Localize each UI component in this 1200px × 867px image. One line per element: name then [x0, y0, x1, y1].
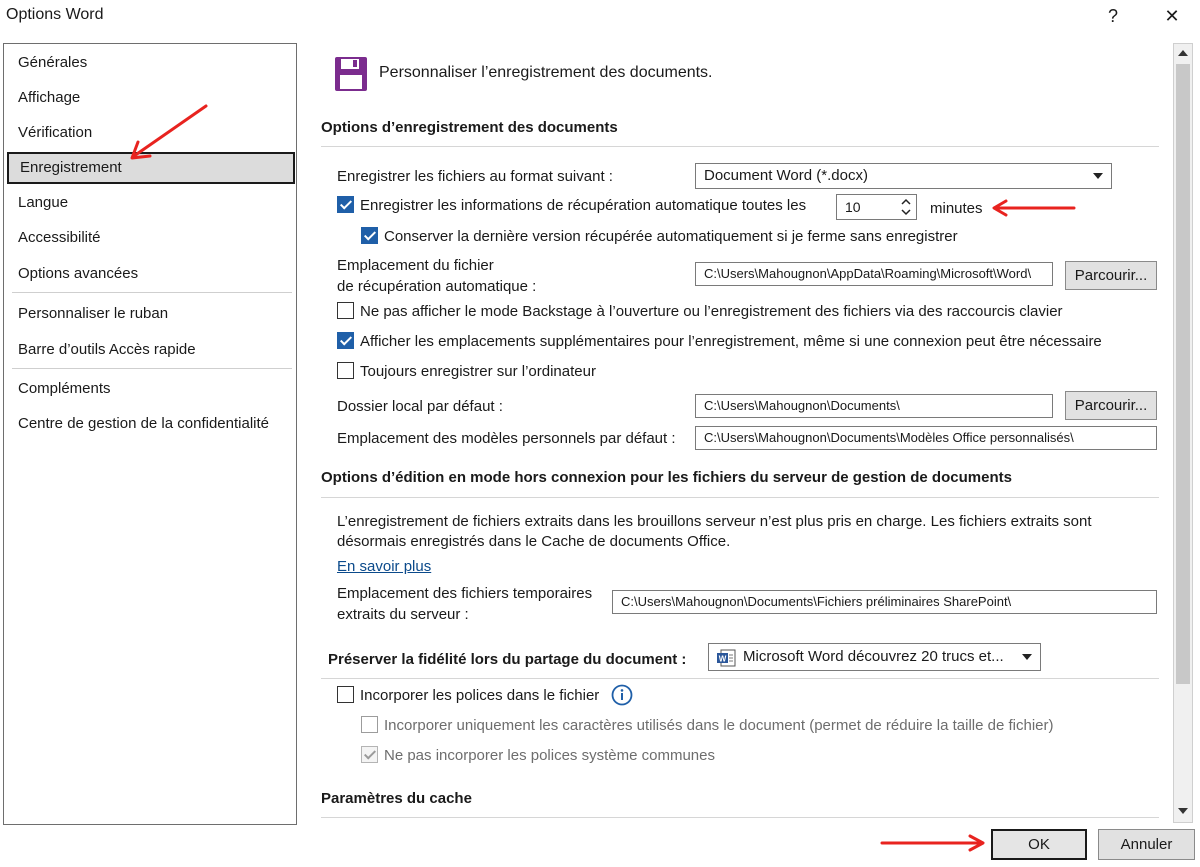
chevron-down-icon — [1022, 654, 1032, 660]
close-button[interactable]: ✕ — [1164, 6, 1180, 26]
sidebar-item-confidentialite[interactable]: Centre de gestion de la confidentialité — [18, 415, 270, 432]
section-divider — [321, 497, 1159, 498]
section-title-save: Options d’enregistrement des documents — [321, 119, 618, 136]
section-title-fidelity: Préserver la fidélité lors du partage du document : — [328, 651, 687, 668]
keep-last-version-label: Conserver la dernière version récupérée automatiquement si je ferme sans enregistrer — [384, 228, 958, 245]
autorecover-location-label: Emplacement du fichier — [337, 257, 494, 274]
local-folder-label: Dossier local par défaut : — [337, 398, 503, 415]
autorecover-minutes-value: 10 — [845, 199, 861, 215]
no-backstage-label: Ne pas afficher le mode Backstage à l’ouverture ou l’enregistrement des fichiers via des raccourcis clavier — [360, 303, 1063, 320]
always-local-checkbox[interactable] — [337, 362, 354, 379]
ok-button[interactable]: OK — [991, 829, 1087, 860]
page-title: Personnaliser l’enregistrement des documents. — [379, 64, 713, 81]
autorecover-location-input[interactable]: C:\Users\Mahougnon\AppData\Roaming\Microsoft\Word\ — [695, 262, 1053, 286]
embed-fonts-checkbox[interactable] — [337, 686, 354, 703]
embed-used-only-label: Incorporer uniquement les caractères utilisés dans le document (permet de réduire la taille de fichier) — [384, 717, 1054, 734]
sidebar-item-verification[interactable]: Vérification — [18, 124, 93, 141]
minutes-label: minutes — [930, 200, 983, 217]
scroll-up-icon[interactable] — [1177, 48, 1189, 58]
no-common-fonts-checkbox[interactable] — [361, 746, 378, 763]
offline-info-line-1: L’enregistrement de fichiers extraits dans les brouillons serveur n’est plus pris en charge. Les fichiers extraits sont — [337, 513, 1092, 530]
scroll-down-icon[interactable] — [1177, 806, 1189, 816]
browse-autorecover-button[interactable]: Parcourir... — [1065, 261, 1157, 290]
sidebar-item-barre-acces-rapide[interactable]: Barre d’outils Accès rapide — [18, 341, 196, 358]
section-divider — [321, 817, 1159, 818]
sidebar-item-personnaliser-ruban[interactable]: Personnaliser le ruban — [18, 305, 169, 322]
autorecover-label: Enregistrer les informations de récupération automatique toutes les — [360, 197, 807, 214]
sidebar-item-options-avancees[interactable]: Options avancées — [18, 265, 139, 282]
no-backstage-checkbox[interactable] — [337, 302, 354, 319]
temp-files-label-2: extraits du serveur : — [337, 606, 469, 623]
temp-files-label: Emplacement des fichiers temporaires — [337, 585, 593, 602]
section-title-offline: Options d’édition en mode hors connexion pour les fichiers du serveur de gestion de documents — [321, 469, 1012, 486]
offline-info-line-2: désormais enregistrés dans le Cache de documents Office. — [337, 533, 731, 550]
format-dropdown-value: Document Word (*.docx) — [704, 167, 868, 184]
autorecover-location-label-2: de récupération automatique : — [337, 278, 537, 295]
templates-label: Emplacement des modèles personnels par défaut : — [337, 430, 676, 447]
window-title: Options Word — [6, 6, 104, 23]
fidelity-document-dropdown[interactable] — [708, 643, 1041, 671]
annotation-arrow-sidebar — [120, 100, 212, 170]
sidebar-item-accessibilite[interactable]: Accessibilité — [18, 229, 101, 246]
chevron-down-icon — [1093, 173, 1103, 179]
annotation-arrow-minutes — [990, 198, 1078, 218]
sidebar-item-generales[interactable]: Générales — [18, 54, 88, 71]
section-divider — [321, 146, 1159, 147]
sidebar-item-enregistrement[interactable]: Enregistrement — [7, 152, 295, 184]
vertical-scrollbar[interactable] — [1173, 43, 1193, 823]
show-locations-checkbox[interactable] — [337, 332, 354, 349]
templates-input[interactable]: C:\Users\Mahougnon\Documents\Modèles Office personnalisés\ — [695, 426, 1157, 450]
embed-used-only-checkbox[interactable] — [361, 716, 378, 733]
cancel-button[interactable]: Annuler — [1098, 829, 1195, 860]
show-locations-label: Afficher les emplacements supplémentaires pour l’enregistrement, même si une connexion peut être nécessaire — [360, 333, 1102, 350]
word-document-icon — [716, 649, 736, 667]
annotation-arrow-ok — [878, 832, 988, 854]
svg-text:W: W — [718, 654, 727, 664]
always-local-label: Toujours enregistrer sur l’ordinateur — [360, 363, 596, 380]
sidebar-item-affichage[interactable]: Affichage — [18, 89, 81, 106]
learn-more-link[interactable]: En savoir plus — [337, 558, 432, 575]
save-icon — [334, 56, 368, 92]
local-folder-input[interactable]: C:\Users\Mahougnon\Documents\ — [695, 394, 1053, 418]
sidebar-item-complements[interactable]: Compléments — [18, 380, 111, 397]
stepper-arrows-icon[interactable] — [900, 196, 912, 218]
scrollbar-thumb[interactable] — [1176, 64, 1190, 684]
format-label: Enregistrer les fichiers au format suivant : — [337, 168, 613, 185]
info-icon[interactable] — [611, 684, 633, 706]
temp-files-input[interactable]: C:\Users\Mahougnon\Documents\Fichiers préliminaires SharePoint\ — [612, 590, 1157, 614]
sidebar-divider — [12, 292, 292, 293]
section-divider — [321, 678, 1159, 679]
section-title-cache: Paramètres du cache — [321, 790, 472, 807]
fidelity-document-value: Microsoft Word découvrez 20 trucs et... — [743, 648, 1004, 665]
format-dropdown[interactable] — [695, 163, 1112, 189]
embed-fonts-label: Incorporer les polices dans le fichier — [360, 687, 600, 704]
sidebar-item-langue[interactable]: Langue — [18, 194, 69, 211]
autorecover-checkbox[interactable] — [337, 196, 354, 213]
sidebar-divider — [12, 368, 292, 369]
help-button[interactable]: ? — [1107, 6, 1118, 26]
browse-local-folder-button[interactable]: Parcourir... — [1065, 391, 1157, 420]
no-common-fonts-label: Ne pas incorporer les polices système communes — [384, 747, 715, 764]
keep-last-version-checkbox[interactable] — [361, 227, 378, 244]
